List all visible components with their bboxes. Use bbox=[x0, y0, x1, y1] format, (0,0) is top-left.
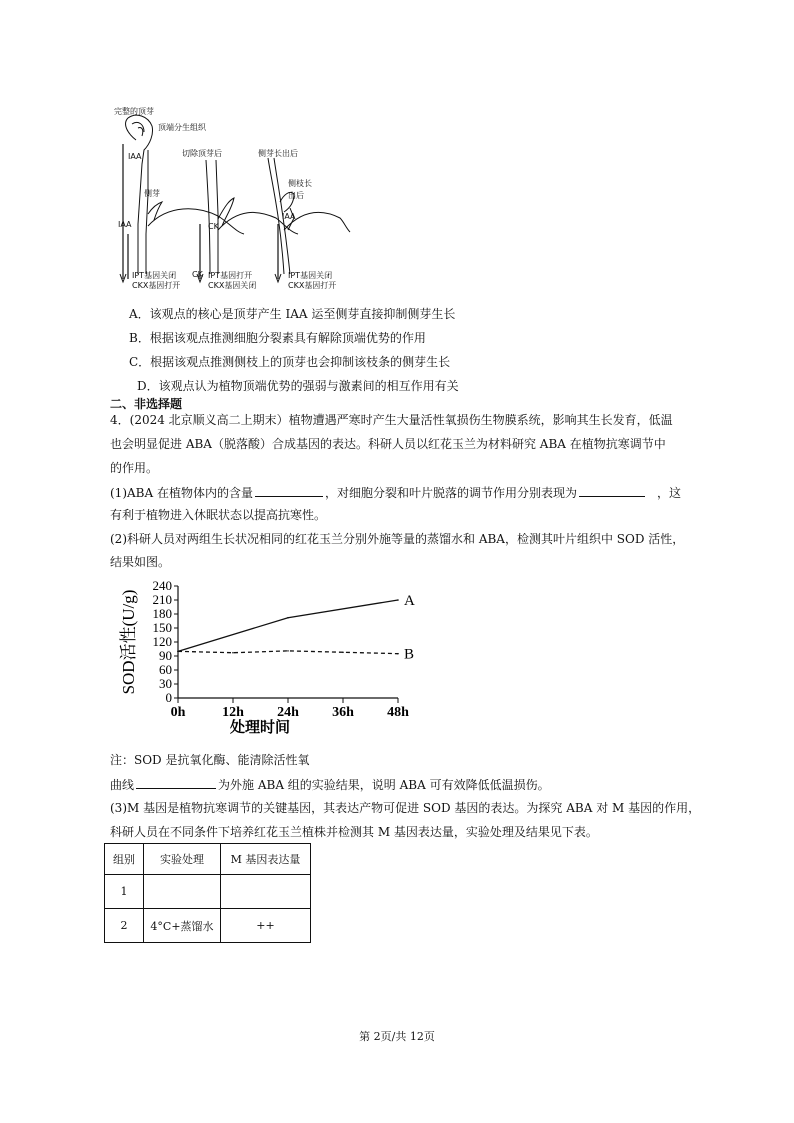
q4-part1-c: ，这 bbox=[656, 486, 681, 500]
label-branch-grown-2: 出后 bbox=[288, 191, 304, 200]
y-tick-label: 120 bbox=[152, 634, 172, 649]
data-point bbox=[232, 652, 234, 654]
x-axis-label: 处理时间 bbox=[229, 720, 291, 736]
option-b: B．根据该观点推测细胞分裂素具有解除顶端优势的作用 bbox=[129, 331, 426, 345]
table-header-row bbox=[105, 844, 311, 875]
data-point bbox=[397, 599, 399, 601]
label-iaa-right: IAA bbox=[282, 212, 296, 221]
table-cell[interactable] bbox=[221, 875, 311, 909]
label-panel1-ipt: IPT基因关闭 bbox=[132, 271, 177, 280]
option-a: A．该观点的核心是顶芽产生 IAA 运至侧芽直接抑制侧芽生长 bbox=[129, 307, 456, 321]
x-tick-label: 24h bbox=[277, 705, 299, 720]
answer-blank-1[interactable] bbox=[255, 484, 323, 497]
q4-part1-b: ，对细胞分裂和叶片脱落的调节作用分别表现为 bbox=[324, 486, 577, 500]
data-point bbox=[342, 651, 344, 653]
label-panel3-ipt: IPT基因关闭 bbox=[288, 271, 333, 280]
label-cut-title: 切除顶芽后 bbox=[182, 149, 222, 158]
table-cell: 4°C+蒸馏水 bbox=[144, 909, 221, 943]
curve-question-b: 为外施 ABA 组的实验结果，说明 ABA 可有效降低低温损伤。 bbox=[218, 778, 550, 792]
section-title: 二、非选择题 bbox=[110, 397, 183, 411]
q4-part1-d: 有利于植物进入休眠状态以提高抗寒性。 bbox=[110, 508, 327, 522]
q4-part2-a: (2)科研人员对两组生长状况相同的红花玉兰分别外施等量的蒸馏水和 ABA，检测其叶片组织中 SOD 活性， bbox=[110, 532, 685, 546]
x-tick-label: 36h bbox=[332, 705, 354, 720]
x-tick-label: 12h bbox=[222, 705, 244, 720]
label-lateral-grow-title: 侧芽长出后 bbox=[258, 149, 298, 158]
label-iaa-mid: IAA bbox=[118, 220, 132, 229]
y-tick-label: 30 bbox=[159, 676, 172, 691]
q4-part2-b: 结果如图。 bbox=[110, 555, 171, 569]
sod-chart bbox=[112, 576, 432, 741]
label-branch-grown-1: 侧枝长 bbox=[288, 179, 312, 188]
q4-intro-3: 的作用。 bbox=[110, 461, 159, 475]
curve-question-a: 曲线 bbox=[110, 778, 135, 792]
label-lateral-bud: 侧芽 bbox=[144, 189, 160, 198]
table-header-cell: M 基因表达量 bbox=[221, 844, 311, 875]
y-tick-label: 90 bbox=[159, 648, 172, 663]
experiment-table bbox=[104, 843, 311, 943]
y-tick-label: 180 bbox=[152, 606, 172, 621]
series-label-a: A bbox=[404, 593, 415, 609]
x-tick-label: 0h bbox=[170, 705, 186, 720]
y-axis-label: SOD活性(U/g) bbox=[119, 589, 138, 695]
table-row bbox=[105, 909, 311, 943]
label-iaa-top: IAA bbox=[128, 152, 142, 161]
table-cell[interactable] bbox=[144, 875, 221, 909]
curve-question-line bbox=[110, 776, 550, 793]
y-tick-label: 0 bbox=[165, 690, 172, 705]
series-label-b: B bbox=[404, 646, 415, 663]
label-ck-upper: CK bbox=[208, 222, 219, 231]
data-point bbox=[177, 651, 179, 653]
q4-intro-2: 也会明显促进 ABA（脱落酸）合成基因的表达。科研人员以红花玉兰为材料研究 ABA 在植物抗寒调节中 bbox=[110, 437, 666, 451]
answer-blank-2[interactable] bbox=[579, 484, 645, 497]
data-point bbox=[287, 617, 289, 619]
chart-note: 注：SOD 是抗氧化酶、能清除活性氧 bbox=[110, 753, 310, 767]
table-cell: 1 bbox=[105, 875, 144, 909]
sod-chart-svg bbox=[112, 576, 432, 741]
apical-dominance-diagram bbox=[108, 104, 353, 304]
q4-part3-a: (3)M 基因是植物抗寒调节的关键基因，其表达产物可促进 SOD 基因的表达。为探究 ABA 对 M 基因的作用， bbox=[110, 801, 701, 815]
option-d: D．该观点认为植物顶端优势的强弱与激素间的相互作用有关 bbox=[137, 379, 459, 393]
label-panel2-ipt: IPT基因打开 bbox=[208, 271, 253, 280]
data-point bbox=[287, 650, 289, 652]
table-header-cell: 实验处理 bbox=[144, 844, 221, 875]
table-cell: ++ bbox=[221, 909, 311, 943]
y-tick-label: 240 bbox=[152, 578, 172, 593]
label-panel1-ckx: CKX基因打开 bbox=[132, 281, 181, 290]
label-ck-lower: CK bbox=[192, 270, 203, 279]
y-tick-label: 60 bbox=[159, 662, 172, 677]
answer-blank-3[interactable] bbox=[136, 776, 216, 789]
page-footer: 第 2页/共 12页 bbox=[359, 1030, 435, 1043]
label-apical-meristem: 顶端分生组织 bbox=[158, 123, 206, 132]
label-panel2-ckx: CKX基因关闭 bbox=[208, 281, 257, 290]
q4-part1-line1 bbox=[110, 484, 681, 501]
q4-intro-1: 4．(2024 北京顺义高二上期末）植物遭遇严寒时产生大量活性氧损伤生物膜系统，影响其生长发育，低温 bbox=[110, 413, 673, 427]
label-intact-bud: 完整的顶芽 bbox=[114, 107, 154, 116]
q4-part1-a: (1)ABA 在植物体内的含量 bbox=[110, 486, 253, 500]
y-tick-label: 210 bbox=[152, 592, 172, 607]
label-panel3-ckx: CKX基因打开 bbox=[288, 281, 337, 290]
q4-part3-b: 科研人员在不同条件下培养红花玉兰植株并检测其 M 基因表达量，实验处理及结果见下表。 bbox=[110, 825, 598, 839]
option-c: C．根据该观点推测侧枝上的顶芽也会抑制该枝条的侧芽生长 bbox=[129, 355, 451, 369]
x-tick-label: 48h bbox=[387, 705, 409, 720]
series-line-a bbox=[178, 600, 398, 651]
table-header-cell: 组别 bbox=[105, 844, 144, 875]
data-point bbox=[397, 653, 399, 655]
table-row bbox=[105, 875, 311, 909]
y-tick-label: 150 bbox=[152, 620, 172, 635]
table-cell: 2 bbox=[105, 909, 144, 943]
